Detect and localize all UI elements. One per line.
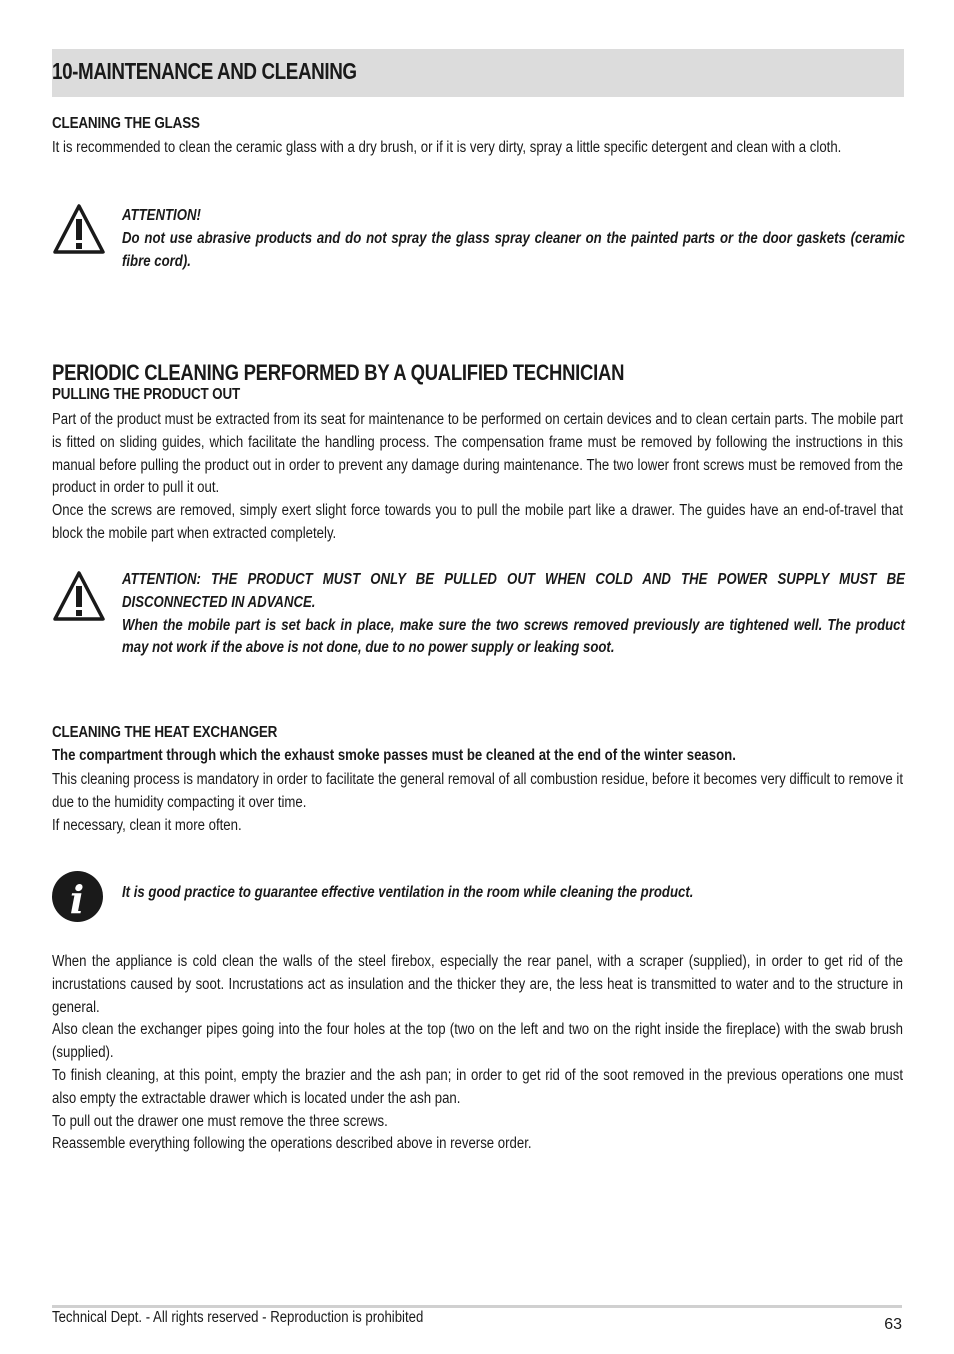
attention-text: Do not use abrasive products and do not spray the glass spray cleaner on the painted parts or the door gaskets (ceramic fibre cord).	[122, 229, 905, 270]
paragraph: Part of the product must be extracted from its seat for maintenance to be performed on certain devices and to clean certain parts. The mobile part is fitted on sliding guides, which facilitate the handling process. The compensation frame must be removed by following the instructions in this manual before pulling the product out in order to prevent any damage during maintenance. The two lower front screws must be removed from the product in order to pull it out.	[52, 411, 903, 497]
cleaning-glass-heading: CLEANING THE GLASS	[52, 115, 200, 132]
footer-text: Technical Dept. - All rights reserved - Reproduction is prohibited	[52, 1309, 424, 1326]
svg-text:i: i	[69, 877, 85, 922]
info-note: It is good practice to guarantee effective ventilation in the room while cleaning the product.	[122, 884, 694, 901]
page-title: 10-MAINTENANCE AND CLEANING	[52, 58, 357, 84]
page-number: 63	[884, 1316, 902, 1333]
footer-divider	[52, 1305, 902, 1308]
heat-exchanger-steps	[52, 951, 903, 1156]
heat-exchanger-text	[52, 769, 903, 837]
paragraph: This cleaning process is mandatory in order to facilitate the general removal of all combustion residue, before it becomes very difficult to remove it due to the humidity compacting it over time.	[52, 771, 903, 811]
warning-triangle-icon	[52, 203, 106, 255]
info-circle-icon	[51, 870, 104, 923]
paragraph: If necessary, clean it more often.	[52, 816, 242, 834]
attention-line: ATTENTION: THE PRODUCT MUST ONLY BE PULLED OUT WHEN COLD AND THE POWER SUPPLY MUST BE DISCONNECTED IN ADVANCE.	[122, 571, 905, 611]
glass-attention-block	[122, 205, 905, 273]
attention-line: When the mobile part is set back in place, make sure the two screws removed previously are tightened well. The product may not work if the above is not done, due to no power supply or leaking soot.	[122, 616, 905, 657]
step-paragraph: To pull out the drawer one must remove the three screws.	[52, 1112, 388, 1130]
pulling-out-heading: PULLING THE PRODUCT OUT	[52, 386, 241, 403]
pulling-attention-block	[122, 569, 905, 660]
step-paragraph: To finish cleaning, at this point, empty the brazier and the ash pan; in order to get rid of the soot removed in the previous operations one must also empty the extractable drawer which is located under the ash pan.	[52, 1066, 903, 1107]
cleaning-glass-text: It is recommended to clean the ceramic glass with a dry brush, or if it is very dirty, spray a little specific detergent and clean with a cloth.	[52, 139, 842, 156]
paragraph: Once the screws are removed, simply exert slight force towards you to pull the mobile part like a drawer. The guides have an end-of-travel that block the mobile part when extracted completely.	[52, 502, 903, 542]
pulling-out-text	[52, 409, 903, 546]
warning-triangle-icon	[52, 570, 106, 622]
step-paragraph: Reassemble everything following the operations described above in reverse order.	[52, 1135, 532, 1153]
step-paragraph: When the appliance is cold clean the walls of the steel firebox, especially the rear panel, with a scraper (supplied), in order to get rid of the incrustations caused by soot. Incrustations act as insulation and the thicker they are, the less heat is transmitted to water and to the structure in general.	[52, 953, 903, 1016]
attention-title: ATTENTION!	[122, 207, 201, 224]
periodic-cleaning-heading: PERIODIC CLEANING PERFORMED BY A QUALIFIED TECHNICIAN	[52, 360, 625, 385]
heat-exchanger-bold-text: The compartment through which the exhaust smoke passes must be cleaned at the end of the winter season.	[52, 747, 736, 764]
step-paragraph: Also clean the exchanger pipes going into the four holes at the top (two on the left and two on the right inside the fireplace) with the swab brush (supplied).	[52, 1021, 903, 1062]
heat-exchanger-heading: CLEANING THE HEAT EXCHANGER	[52, 724, 278, 741]
